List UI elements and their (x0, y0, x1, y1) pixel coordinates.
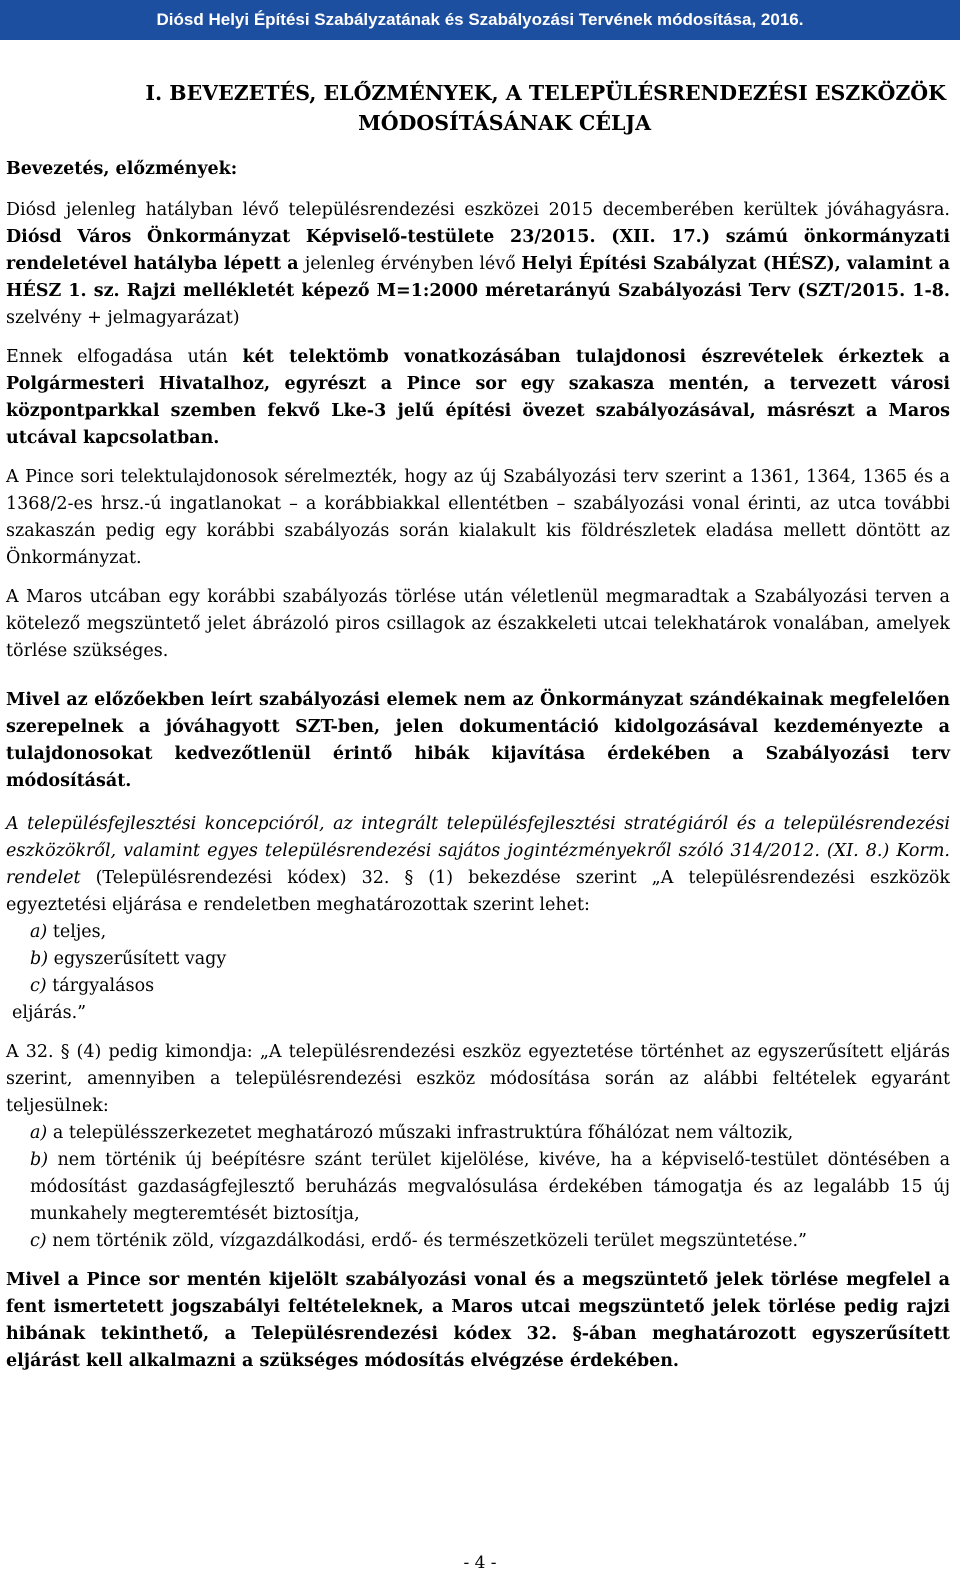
list-item-marker: b) (30, 1150, 49, 1170)
chapter-title-line1: I. BEVEZETÉS, ELŐZMÉNYEK, A TELEPÜLÉSRENDEZÉSI ESZKÖZÖK (145, 81, 946, 105)
paragraph-objections-bold: két telektömb vonatkozásában tulajdonosi észrevételek érkeztek a Polgármesteri Hivatalhoz, egyrészt a Pince sor egy szakasza mentén, a tervezett városi központparkkal szemben fekvő Lke-3 jelű építési övezet szabályozásával, másrészt a Maros utcával kapcsolatban. (6, 347, 951, 448)
list-item (6, 1228, 950, 1255)
paragraph-conclusion: Mivel a Pince sor mentén kijelölt szabályozási vonal és a megszüntető jelek törlése megfelel a fent ismertetett jogszabályi feltételeknek, a Maros utcai megszüntető jelek törlése pedig rajzi hibának tekinthető, a Településrendezési kódex 32. §-ában meghatározott egyszerűsített eljárást kell alkalmazni a szükséges módosítás elvégzése érdekében. (6, 1270, 950, 1371)
paragraph-legal-basis (6, 811, 950, 919)
conditions-list (6, 1120, 950, 1255)
chapter-title (6, 78, 950, 138)
list-item (6, 946, 950, 973)
list-item-text: egyszerűsített vagy (48, 949, 227, 969)
paragraph-objections (6, 344, 950, 452)
procedure-list-end: eljárás.” (12, 1003, 87, 1023)
paragraph-intro-text1: Diósd jelenleg hatályban lévő településrendezési eszközei 2015 decemberében kerültek jóváhagyásra. (6, 200, 950, 220)
paragraph-intro-bold1: Diósd Város Önkormányzat Képviselő-testülete 23/2015. (XII. 17.) számú önkormányzati rendeletével hatályba lépett a (6, 227, 950, 274)
paragraph-maros-utca: A Maros utcában egy korábbi szabályozás törlése után véletlenül megmaradtak a Szabályozási terven a kötelező megszüntető jelet ábrázoló piros csillagok az északkeleti utcai telekhatárok vonalában, amelyek törlése szükséges. (6, 587, 950, 661)
list-item-marker: a) (30, 922, 48, 942)
page-body (6, 78, 950, 1387)
list-item (6, 919, 950, 946)
list-item-text: teljes, (47, 922, 107, 942)
list-item-text: tárgyalásos (46, 976, 155, 996)
paragraph-intro (6, 197, 950, 332)
paragraph-legal-basis-italic: A településfejlesztési koncepcióról, az integrált településfejlesztési stratégiáról és a településrendezési eszközökről, valamint egyes településrendezési sajátos jogintézményekről szóló 314/2012. (XI. 8.) Korm. rendelet (6, 814, 950, 888)
list-item-marker: c) (30, 976, 47, 996)
list-item (6, 973, 950, 1000)
document-header (0, 0, 960, 40)
list-item (6, 1147, 950, 1228)
list-item-marker: a) (30, 1123, 48, 1143)
list-item-text: nem történik zöld, vízgazdálkodási, erdő- és természetközeli terület megszüntetése.” (46, 1231, 807, 1251)
paragraph-intro-text3: szelvény + jelmagyarázat) (6, 308, 240, 328)
document-header-title: Diósd Helyi Építési Szabályzatának és Szabályozási Tervének módosítása, 2016. (156, 10, 804, 29)
paragraph-intro-bold2: Helyi Építési Szabályzat (HÉSZ), valamint a HÉSZ 1. sz. Rajzi mellékletét képező M=1:2000 méretarányú Szabályozási Terv (SZT/2015. 1-8. (6, 254, 950, 301)
list-item-marker: c) (30, 1231, 47, 1251)
list-item (6, 1120, 950, 1147)
section-heading: Bevezetés, előzmények: (6, 159, 238, 179)
paragraph-legal-basis-text: (Településrendezési kódex) 32. § (1) bekezdése szerint „A településrendezési eszközök egyeztetési eljárása e rendeletben meghatározottak szerint lehet: (6, 868, 950, 915)
procedure-list (6, 919, 950, 1027)
list-item-text: nem történik új beépítésre szánt terület kijelölése, kivéve, ha a képviselő-testület döntésében a módosítást gazdaságfejlesztő beruházás megvalósulása érdekében támogatja és az legalább 15 új munkahely megteremtését biztosítja, (30, 1150, 950, 1224)
paragraph-initiative: Mivel az előzőekben leírt szabályozási elemek nem az Önkormányzat szándékainak megfelelően szerepelnek a jóváhagyott SZT-ben, jelen dokumentáció kidolgozásával kezdeményezte a tulajdonosokat kedvezőtlenül érintő hibák kijavítása érdekében a Szabályozási terv módosítását. (6, 690, 950, 791)
chapter-title-line2: MÓDOSÍTÁSÁNAK CÉLJA (358, 111, 651, 135)
paragraph-intro-text2: jelenleg érvényben lévő (304, 254, 522, 274)
paragraph-simplified-procedure: A 32. § (4) pedig kimondja: „A településrendezési eszköz egyeztetése történhet az egyszerűsített eljárás szerint, amennyiben a településrendezési eszköz módosítása során az alábbi feltételek egyaránt teljesülnek: (6, 1042, 950, 1116)
paragraph-objections-text: Ennek elfogadása után (6, 347, 243, 367)
page-number: - 4 - (463, 1553, 497, 1573)
list-item-text: a településszerkezetet meghatározó műszaki infrastruktúra főhálózat nem változik, (47, 1123, 794, 1143)
list-item-marker: b) (30, 949, 49, 969)
paragraph-pince-sor: A Pince sori telektulajdonosok sérelmezték, hogy az új Szabályozási terv szerint a 1361, 1364, 1365 és a 1368/2-es hrsz.-ú ingatlanokat – a korábbiakkal ellentétben – szabályozási vonal érinti, az utca további szakaszán pedig egy korábbi szabályozás során kialakult kis földrészletek eladása mellett döntött az Önkormányzat. (6, 467, 950, 568)
